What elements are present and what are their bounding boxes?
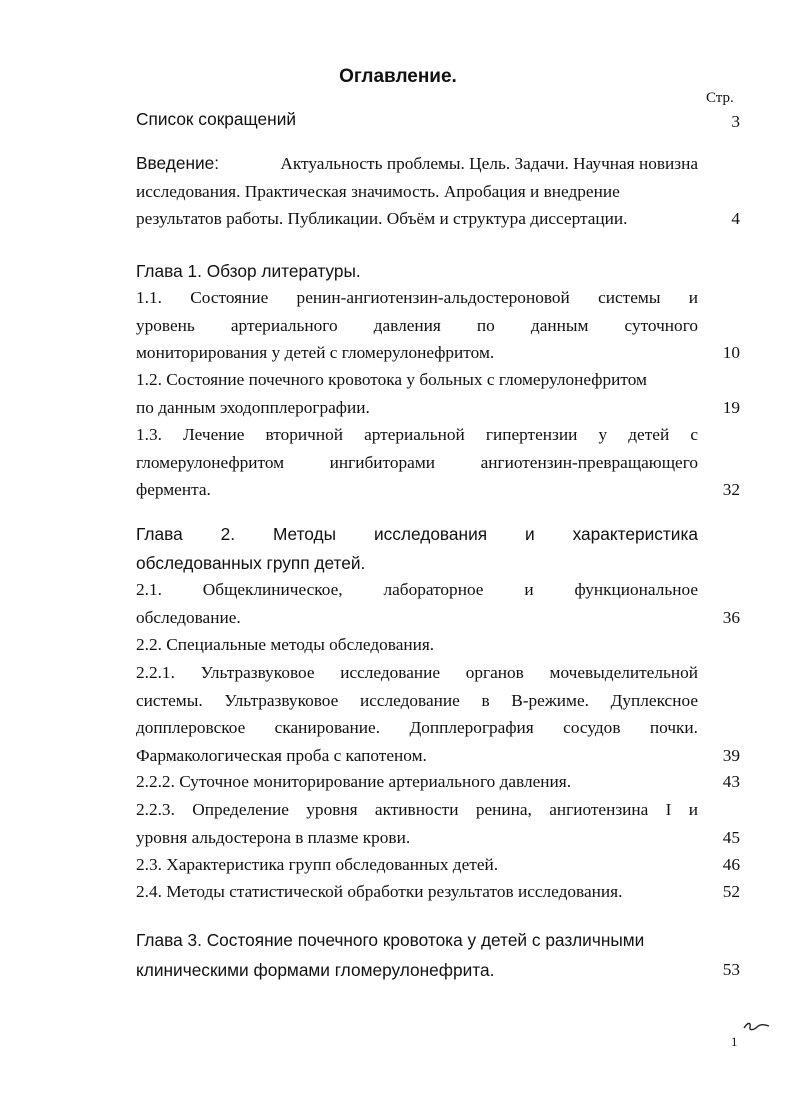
toc-entry-abbreviations[interactable] [136, 106, 740, 134]
toc-chapter-title: клиническими формами гломерулонефрита. [136, 960, 495, 980]
toc-page-number: 4 [731, 209, 740, 228]
page-number: 1 [731, 1034, 738, 1049]
toc-entry-line: системы. Ультразвуковое исследование в В-режиме. Дуплексное [136, 690, 698, 710]
toc-section-2-2-3[interactable] [136, 796, 740, 851]
toc-page-number: 53 [722, 960, 740, 979]
toc-section-1-1[interactable] [136, 284, 740, 367]
toc-entry-line: 2.2.1. Ультразвуковое исследование органов мочевыделительной [136, 663, 698, 682]
toc-page-number: 36 [722, 607, 740, 627]
toc-entry-lead: Введение: [136, 153, 220, 173]
toc-section-2-2-1[interactable] [136, 659, 740, 769]
toc-entry-line: гломерулонефритом ингибиторами ангиотензин-превращающего [136, 452, 698, 472]
toc-page-number: 10 [722, 343, 740, 362]
toc-entry-text: Список сокращений [136, 109, 297, 129]
toc-entry-line: 1.1. Состояние ренин-ангиотензин-альдостероновой системы и [136, 288, 698, 307]
toc-entry-text: 2.4. Методы статистической обработки результатов исследования. [136, 882, 623, 901]
toc-page-number: 19 [722, 397, 740, 417]
toc-entry-introduction[interactable] [136, 150, 740, 233]
page-column-label: Стр. [706, 90, 734, 106]
toc-page-number: 3 [731, 112, 740, 131]
toc-chapter-title: Глава 2. Методы исследования и характеристика [136, 524, 698, 544]
toc-section-2-2-2[interactable] [136, 768, 740, 796]
toc-chapter-title: Глава 1. Обзор литературы. [136, 261, 361, 281]
toc-entry-line: 2.1. Общеклиническое, лабораторное и функциональное [136, 580, 698, 599]
toc-page-number: 39 [722, 745, 740, 765]
toc-entry-text: 2.3. Характеристика групп обследованных детей. [136, 855, 499, 874]
toc-chapter-2[interactable] [136, 520, 740, 578]
toc-section-1-3[interactable] [136, 421, 740, 504]
toc-chapter-3[interactable] [136, 925, 740, 985]
toc-entry-line: 1.2. Состояние почечного кровотока у больных с гломерулонефритом [136, 370, 647, 389]
toc-entry-line: допплеровское сканирование. Допплерография сосудов почки. [136, 718, 698, 737]
toc-section-2-4[interactable] [136, 878, 740, 906]
toc-entry-line: по данным эходопплерографии. [136, 397, 370, 417]
toc-page-number: 45 [722, 827, 740, 847]
toc-entry-line: уровень артериального давления по данным суточного [136, 315, 698, 335]
toc-entry-line: фермента. [136, 480, 211, 499]
toc-chapter-title: обследованных групп детей. [136, 553, 366, 573]
toc-page-number: 46 [722, 855, 740, 874]
toc-chapter-title: Глава 3. Состояние почечного кровотока у детей с различными [136, 930, 645, 950]
handwritten-mark-icon [742, 1018, 772, 1036]
toc-entry-line: результатов работы. Публикации. Объём и структура диссертации. [136, 209, 628, 228]
toc-entry-text: 2.2.2. Суточное мониторирование артериального давления. [136, 772, 572, 791]
toc-page-number: 52 [722, 882, 740, 901]
toc-entry-line: мониторирования у детей с гломерулонефритом. [136, 343, 495, 362]
toc-page-number: 43 [722, 772, 740, 791]
toc-section-2-1[interactable] [136, 576, 740, 631]
toc-chapter-1[interactable] [136, 258, 740, 286]
toc-entry-line: 1.3. Лечение вторичной артериальной гипертензии у детей с [136, 425, 698, 444]
toc-entry-line: 2.2.3. Определение уровня активности ренина, ангиотензина I и [136, 800, 698, 819]
toc-entry-line: обследование. [136, 607, 241, 627]
toc-entry-line: исследования. Практическая значимость. Апробация и внедрение [136, 181, 620, 201]
toc-entry-text: 2.2. Специальные методы обследования. [136, 635, 435, 654]
toc-section-1-2[interactable] [136, 366, 740, 421]
toc-entry-line: Фармакологическая проба с капотеном. [136, 745, 427, 765]
toc-page-number: 32 [722, 480, 740, 499]
toc-section-2-2[interactable] [136, 631, 740, 659]
page-title: Оглавление. [339, 66, 457, 87]
toc-section-2-3[interactable] [136, 851, 740, 879]
toc-entry-line: Актуальность проблемы. Цель. Задачи. Научная новизна [280, 154, 698, 173]
toc-entry-line: уровня альдостерона в плазме крови. [136, 827, 411, 847]
